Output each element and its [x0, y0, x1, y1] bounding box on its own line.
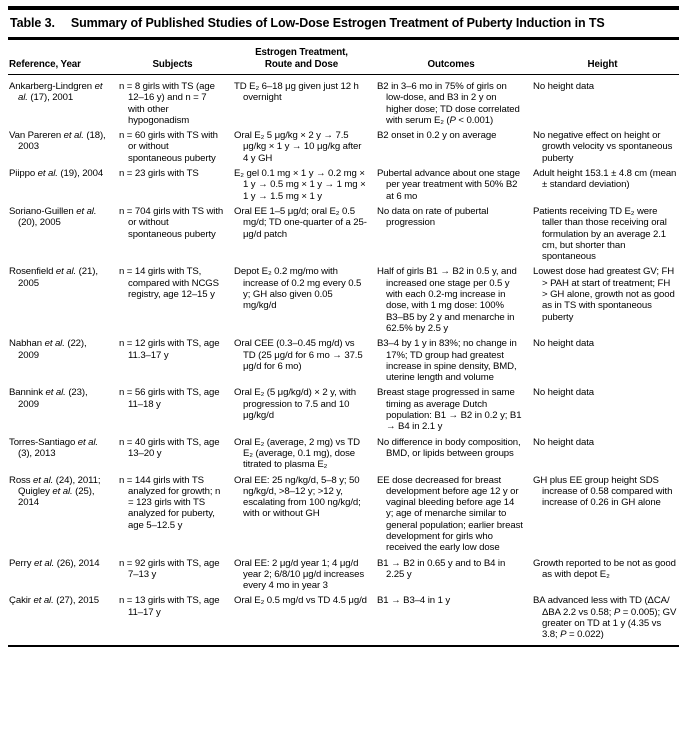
column-header-label: Height	[587, 58, 618, 70]
table-number: Table 3.	[10, 16, 55, 30]
reference-cell: Bannink et al. (23), 2009	[9, 387, 88, 410]
table-row	[8, 75, 679, 131]
height-cell: Growth reported to be not as good as with depot E₂	[533, 557, 676, 580]
height-cell: No height data	[533, 436, 595, 448]
column-header-label: Outcomes	[427, 58, 475, 70]
outcomes-cell: No data on rate of pubertal progression	[377, 205, 489, 229]
table-row	[8, 168, 679, 206]
treatment-cell: Oral E₂ (5 μg/kg/d) × 2 y, with progression to 7.5 and 10 μg/kg/d	[234, 387, 356, 422]
column-header-label: Subjects	[152, 58, 193, 70]
height-cell: BA advanced less with TD (ΔCA/ΔBA 2.2 vs 0.58; P = 0.005); GV greater on TD at 1 y (4.35 vs 3.8; P = 0.022)	[533, 595, 677, 641]
outcomes-cell: Pubertal advance about one stage per year treatment with 50% B2 at 6 mo	[377, 168, 520, 202]
height-cell: No height data	[533, 81, 595, 92]
reference-cell: Soriano-Guillen et al. (20), 2005	[9, 205, 97, 229]
treatment-cell: E₂ gel 0.1 mg × 1 y → 0.2 mg × 1 y → 0.5 mg × 1 y → 1 mg × 1 y → 1.5 mg × 1 y	[234, 168, 366, 202]
table-title	[8, 6, 679, 40]
height-cell: Adult height 153.1 ± 4.8 cm (mean ± standard deviation)	[533, 168, 677, 191]
outcomes-cell: Breast stage progressed in same timing as average Dutch population: B1 → B2 in 0.2 y; B1 → B4 in 2.1 y	[377, 387, 522, 433]
reference-cell: Ross et al. (24), 2011; Quigley et al. (25), 2014	[9, 474, 101, 509]
treatment-cell: Oral E₂ (average, 2 mg) vs TD E₂ (average, 0.1 mg), dose titrated to plasma E₂	[234, 436, 360, 471]
outcomes-cell: Half of girls B1 → B2 in 0.5 y, and increased one stage per 0.5 y with each 0.2-mg increase in dose, with 1 mg dose: 100% B3–B5 by 2 y and menarche in 62.5% by 2.5 y	[377, 266, 517, 334]
outcomes-cell: B2 in 3–6 mo in 75% of girls on low-dose, and B3 in 2 y on higher dose; TD dose correlated with serum E₂ (P < 0.001)	[377, 81, 520, 126]
subjects-cell: n = 60 girls with TS with or without spontaneous puberty	[119, 130, 218, 164]
subjects-cell: n = 40 girls with TS, age 13–20 y	[119, 436, 220, 459]
subjects-cell: n = 92 girls with TS, age 7–13 y	[119, 557, 220, 580]
height-cell: Patients receiving TD E₂ were taller than those receiving oral formulation by an average 2.1 cm, but shorter than spontaneous	[533, 205, 667, 263]
column-header-height	[532, 40, 679, 75]
reference-cell: Torres-Santiago et al. (3), 2013	[9, 436, 98, 459]
table-row	[8, 387, 679, 436]
reference-cell: Çakir et al. (27), 2015	[9, 595, 99, 607]
studies-table	[8, 40, 679, 647]
subjects-cell: n = 144 girls with TS analyzed for growth; n = 123 girls with TS analyzed for puberty, age 5–12.5 y	[119, 474, 221, 531]
treatment-cell: Oral EE: 25 ng/kg/d, 5–8 y; 50 ng/kg/d, >8–12 y; >12 y, escalating from 100 ng/kg/d; with or without GH	[234, 474, 361, 520]
subjects-cell: n = 12 girls with TS, age 11.3–17 y	[119, 338, 220, 361]
table-row	[8, 130, 679, 168]
column-header-outcomes	[376, 40, 532, 75]
treatment-cell: TD E₂ 6–18 μg given just 12 h overnight	[234, 81, 359, 104]
table-row	[8, 558, 679, 596]
outcomes-cell: EE dose decreased for breast development before age 12 y or vaginal bleeding before age 14 y; age of menarche similar to general population; earlier breast development for girls who received the early low dose	[377, 474, 523, 554]
treatment-cell: Oral EE: 2 μg/d year 1; 4 μg/d year 2; 6/8/10 μg/d increases every 4 mo in year 3	[234, 557, 365, 592]
outcomes-cell: B2 onset in 0.2 y on average	[377, 130, 497, 142]
outcomes-cell: B1 → B2 in 0.65 y and to B4 in 2.25 y	[377, 557, 506, 580]
treatment-cell: Oral CEE (0.3–0.45 mg/d) vs TD (25 μg/d for 6 mo → 37.5 μg/d for 6 mo)	[234, 338, 363, 372]
column-header-treatment	[233, 40, 376, 75]
height-cell: GH plus EE group height SDS increase of 0.58 compared with increase of 0.26 in GH alone	[533, 474, 673, 509]
reference-cell: Nabhan et al. (22), 2009	[9, 338, 87, 361]
column-header-subjects	[118, 40, 233, 75]
outcomes-cell: B3–4 by 1 y in 83%; no change in 17%; TD group had greatest increase in spine density, BMD, uterine length and volume	[377, 338, 517, 384]
table-body	[8, 75, 679, 646]
treatment-cell: Oral EE 1–5 μg/d; oral E₂ 0.5 mg/d; TD one-quarter of a 25-μg/d patch	[234, 205, 367, 240]
table-row	[8, 266, 679, 338]
subjects-cell: n = 13 girls with TS, age 11–17 y	[119, 595, 220, 618]
height-cell: No negative effect on height or growth velocity vs spontaneous puberty	[533, 130, 673, 164]
outcomes-cell: B1 → B3–4 in 1 y	[377, 595, 451, 607]
reference-cell: Rosenfield et al. (21), 2005	[9, 266, 98, 289]
treatment-cell: Oral E₂ 5 μg/kg × 2 y → 7.5 μg/kg × 1 y → 10 μg/kg after 4 y GH	[234, 130, 362, 164]
reference-cell: Perry et al. (26), 2014	[9, 557, 100, 569]
outcomes-cell: No difference in body composition, BMD, or lipids between groups	[377, 436, 521, 459]
table-title-text: Summary of Published Studies of Low-Dose Estrogen Treatment of Puberty Induction in TS	[70, 16, 605, 30]
reference-cell: Piippo et al. (19), 2004	[9, 168, 104, 180]
table-row	[8, 206, 679, 266]
subjects-cell: n = 56 girls with TS, age 11–18 y	[119, 387, 220, 410]
height-cell: No height data	[533, 387, 595, 399]
height-cell: No height data	[533, 338, 595, 350]
table-row	[8, 338, 679, 387]
subjects-cell: n = 14 girls with TS, compared with NCGS registry, age 12–15 y	[119, 266, 219, 301]
reference-cell: Ankarberg-Lindgren et al. (17), 2001	[9, 81, 103, 104]
reference-cell: Van Pareren et al. (18), 2003	[9, 130, 106, 153]
treatment-cell: Depot E₂ 0.2 mg/mo with increase of 0.2 mg every 0.5 y; GH also given 0.05 mg/kg/d	[234, 266, 362, 312]
subjects-cell: n = 23 girls with TS	[119, 168, 199, 180]
column-header-label-line2: Route and Dose	[264, 58, 339, 70]
column-header-reference	[8, 40, 118, 75]
subjects-cell: n = 704 girls with TS with or without spontaneous puberty	[119, 205, 224, 240]
column-header-label: Reference, Year	[9, 58, 81, 70]
table-row	[8, 595, 679, 645]
table-row	[8, 437, 679, 475]
treatment-cell: Oral E₂ 0.5 mg/d vs TD 4.5 μg/d	[234, 595, 367, 607]
table-header	[8, 40, 679, 75]
table-row	[8, 475, 679, 558]
column-header-label: Estrogen Treatment,	[255, 47, 348, 58]
subjects-cell: n = 8 girls with TS (age 12–16 y) and n = 7 with other hypogonadism	[119, 81, 215, 126]
height-cell: Lowest dose had greatest GV; FH > PAH at start of treatment; FH > GH alone, growth not as good as in TS with spontaneous puberty	[533, 266, 675, 323]
header-row	[8, 40, 679, 75]
